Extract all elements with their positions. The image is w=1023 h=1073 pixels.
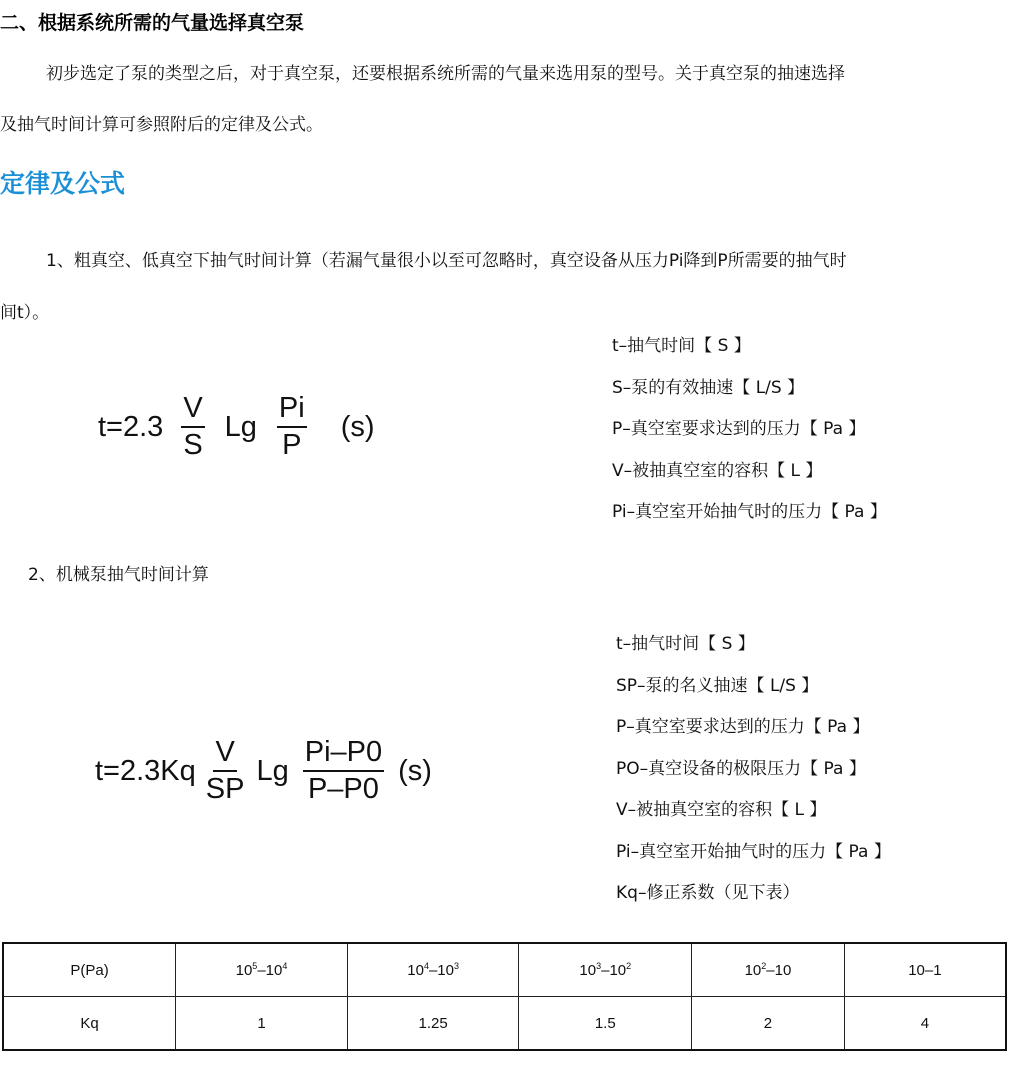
item2-title: 2、机械泵抽气时间计算 bbox=[28, 565, 209, 585]
formula-2 bbox=[95, 738, 432, 804]
legend-item: Pi–真空室开始抽气时的压力【 Pa 】 bbox=[616, 842, 891, 862]
intro-line-2: 及抽气时间计算可参照附后的定律及公式。 bbox=[0, 115, 323, 135]
pressure-range-cell: $10^4-10^3$ bbox=[347, 943, 519, 997]
legend-item: V–被抽真空室的容积【 L 】 bbox=[616, 800, 827, 820]
legend-item: P–真空室要求达到的压力【 Pa 】 bbox=[616, 717, 870, 737]
legend-item: S–泵的有效抽速【 L/S 】 bbox=[612, 378, 805, 398]
legend-item: Pi–真空室开始抽气时的压力【 Pa 】 bbox=[612, 502, 887, 522]
formula-1-lg: Lg bbox=[224, 410, 257, 443]
formula-1 bbox=[98, 394, 375, 460]
fraction-numerator: Pi bbox=[277, 394, 307, 428]
table-header-row bbox=[3, 943, 1006, 997]
fraction-denominator: P bbox=[282, 429, 302, 461]
pressure-range-cell: $10^5-10^4$ bbox=[176, 943, 348, 997]
section-title: 二、根据系统所需的气量选择真空泵 bbox=[0, 12, 305, 34]
fraction-numerator: V bbox=[213, 738, 236, 772]
legend-item: P–真空室要求达到的压力【 Pa 】 bbox=[612, 419, 866, 439]
pressure-range-cell: $10^2-10$ bbox=[692, 943, 845, 997]
legend-item: t–抽气时间【 S 】 bbox=[616, 634, 755, 654]
formula-1-fraction-v-s bbox=[181, 394, 204, 460]
item1-line-1: 1、粗真空、低真空下抽气时间计算（若漏气量很小以至可忽略时，真空设备从压力Pi降到P所需要的抽气时 bbox=[46, 251, 847, 271]
formula-2-prefix: t=2.3Kq bbox=[95, 754, 196, 787]
legend-item: Kq–修正系数（见下表） bbox=[616, 883, 800, 903]
pressure-range-cell: $10^3-10^2$ bbox=[519, 943, 692, 997]
intro-line-1: 初步选定了泵的类型之后，对于真空泵，还要根据系统所需的气量来选用泵的型号。关于真空泵的抽速选择 bbox=[46, 64, 845, 84]
formula-1-fraction-pi-p bbox=[277, 394, 307, 460]
legend-item: V–被抽真空室的容积【 L 】 bbox=[612, 461, 823, 481]
legend-item: t–抽气时间【 S 】 bbox=[612, 336, 751, 356]
formula-1-unit: (s) bbox=[340, 410, 375, 443]
legend-item: SP–泵的名义抽速【 L/S 】 bbox=[616, 676, 819, 696]
formula-1-prefix: t=2.3 bbox=[98, 410, 164, 443]
formula-2-unit: (s) bbox=[398, 754, 432, 787]
table-row bbox=[3, 997, 1006, 1051]
kq-correction-table bbox=[2, 942, 1007, 1051]
fraction-denominator: P–P0 bbox=[307, 773, 379, 805]
formula-2-fraction-v-sp bbox=[206, 738, 245, 804]
legend-item: PO–真空设备的极限压力【 Pa 】 bbox=[616, 759, 866, 779]
fraction-denominator: S bbox=[183, 429, 203, 461]
kq-value-cell: 1.25 bbox=[347, 997, 519, 1051]
fraction-numerator: V bbox=[181, 394, 204, 428]
kq-value-cell: 4 bbox=[844, 997, 1006, 1051]
kq-value-cell: 1.5 bbox=[519, 997, 692, 1051]
formula-2-lg: Lg bbox=[256, 754, 289, 787]
item1-line-2: 间t）。 bbox=[0, 303, 50, 323]
fraction-denominator: SP bbox=[205, 773, 245, 805]
kq-value-cell: 2 bbox=[692, 997, 845, 1051]
pressure-range-cell: 10–1 bbox=[844, 943, 1006, 997]
kq-value-cell: 1 bbox=[176, 997, 348, 1051]
formula-2-fraction-pi-p0 bbox=[303, 738, 384, 804]
fraction-numerator: Pi–P0 bbox=[303, 738, 384, 772]
table-row-label: Kq bbox=[3, 997, 176, 1051]
table-header-label: P(Pa) bbox=[3, 943, 176, 997]
laws-title: 定律及公式 bbox=[0, 169, 126, 198]
